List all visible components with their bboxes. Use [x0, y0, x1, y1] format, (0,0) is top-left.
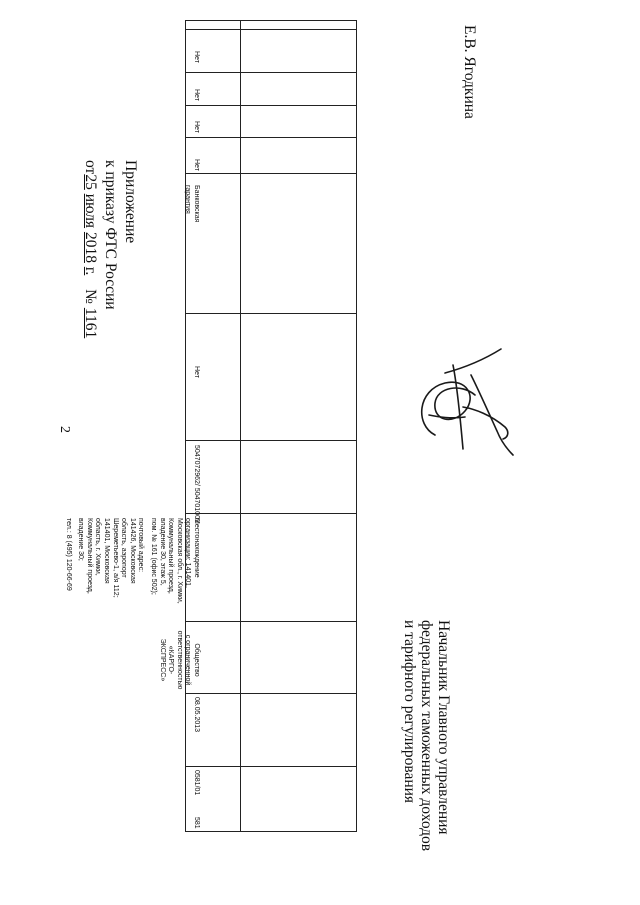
table-col-divider: [186, 72, 356, 73]
handwritten-signature: [405, 345, 520, 460]
signatory-name: Е.В. Ягодкина: [461, 25, 478, 119]
order-month: июля: [82, 193, 99, 229]
signatory-position: Начальник Главного управления федеральных таможенных доходов и тарифного регулирования: [401, 620, 452, 852]
table-col-divider: [186, 313, 356, 314]
table-row-divider: [240, 21, 241, 831]
order-year-suffix: г.: [82, 266, 99, 276]
cell-col-10: Нет: [193, 121, 200, 133]
appendix-title: Приложение: [122, 160, 139, 244]
table-col-divider: [186, 29, 356, 30]
table-col-divider: [186, 621, 356, 622]
cell-address: Местонахождение организации: 141401, Московская обл., г. Химки, Коммунальный проезд, владение 30, этаж 5, пом. № 161 (офис 502); почтовый адрес: 141426, Московская область, аэропорт Шереметьево-1, а/я 112; 141401, Московская область, г. Химки, Коммунальный проезд, владение 30; тел.: 8 (495) 120-66-69: [64, 518, 200, 604]
cell-inn-kpp: 5047072962/ 504701001: [193, 445, 200, 523]
number-sign: №: [82, 289, 99, 304]
appendix-date-number: [80, 160, 100, 370]
table-col-divider: [186, 766, 356, 767]
cell-date: 08.05.2013: [193, 697, 200, 733]
appendix-header: [80, 160, 140, 370]
cell-row-number: 581: [193, 817, 200, 829]
cell-col-12: Нет: [193, 51, 200, 63]
page-number: 2: [57, 426, 72, 433]
cell-col-7: Нет: [193, 366, 200, 378]
cell-guarantee: Банковская гарантия: [184, 185, 200, 223]
order-day: 25: [82, 174, 99, 190]
cell-col-11: Нет: [193, 89, 200, 101]
order-number: 1161: [82, 307, 99, 339]
appendix-order-ref: к приказу ФТС России: [102, 160, 119, 310]
table-col-divider: [186, 105, 356, 106]
cell-company-name: Общество с ограниченной ответственностью «КАРГО-ЭКСПРЕСС»: [158, 630, 200, 690]
order-year: 2018: [82, 231, 99, 263]
table-col-divider: [186, 513, 356, 514]
table-col-divider: [186, 173, 356, 174]
table-col-divider: [186, 440, 356, 441]
table-col-divider: [186, 693, 356, 694]
cell-col-9: Нет: [193, 159, 200, 171]
table-col-divider: [186, 137, 356, 138]
date-prefix: от: [82, 160, 99, 175]
cell-reg-number: 0581/01: [193, 770, 200, 796]
